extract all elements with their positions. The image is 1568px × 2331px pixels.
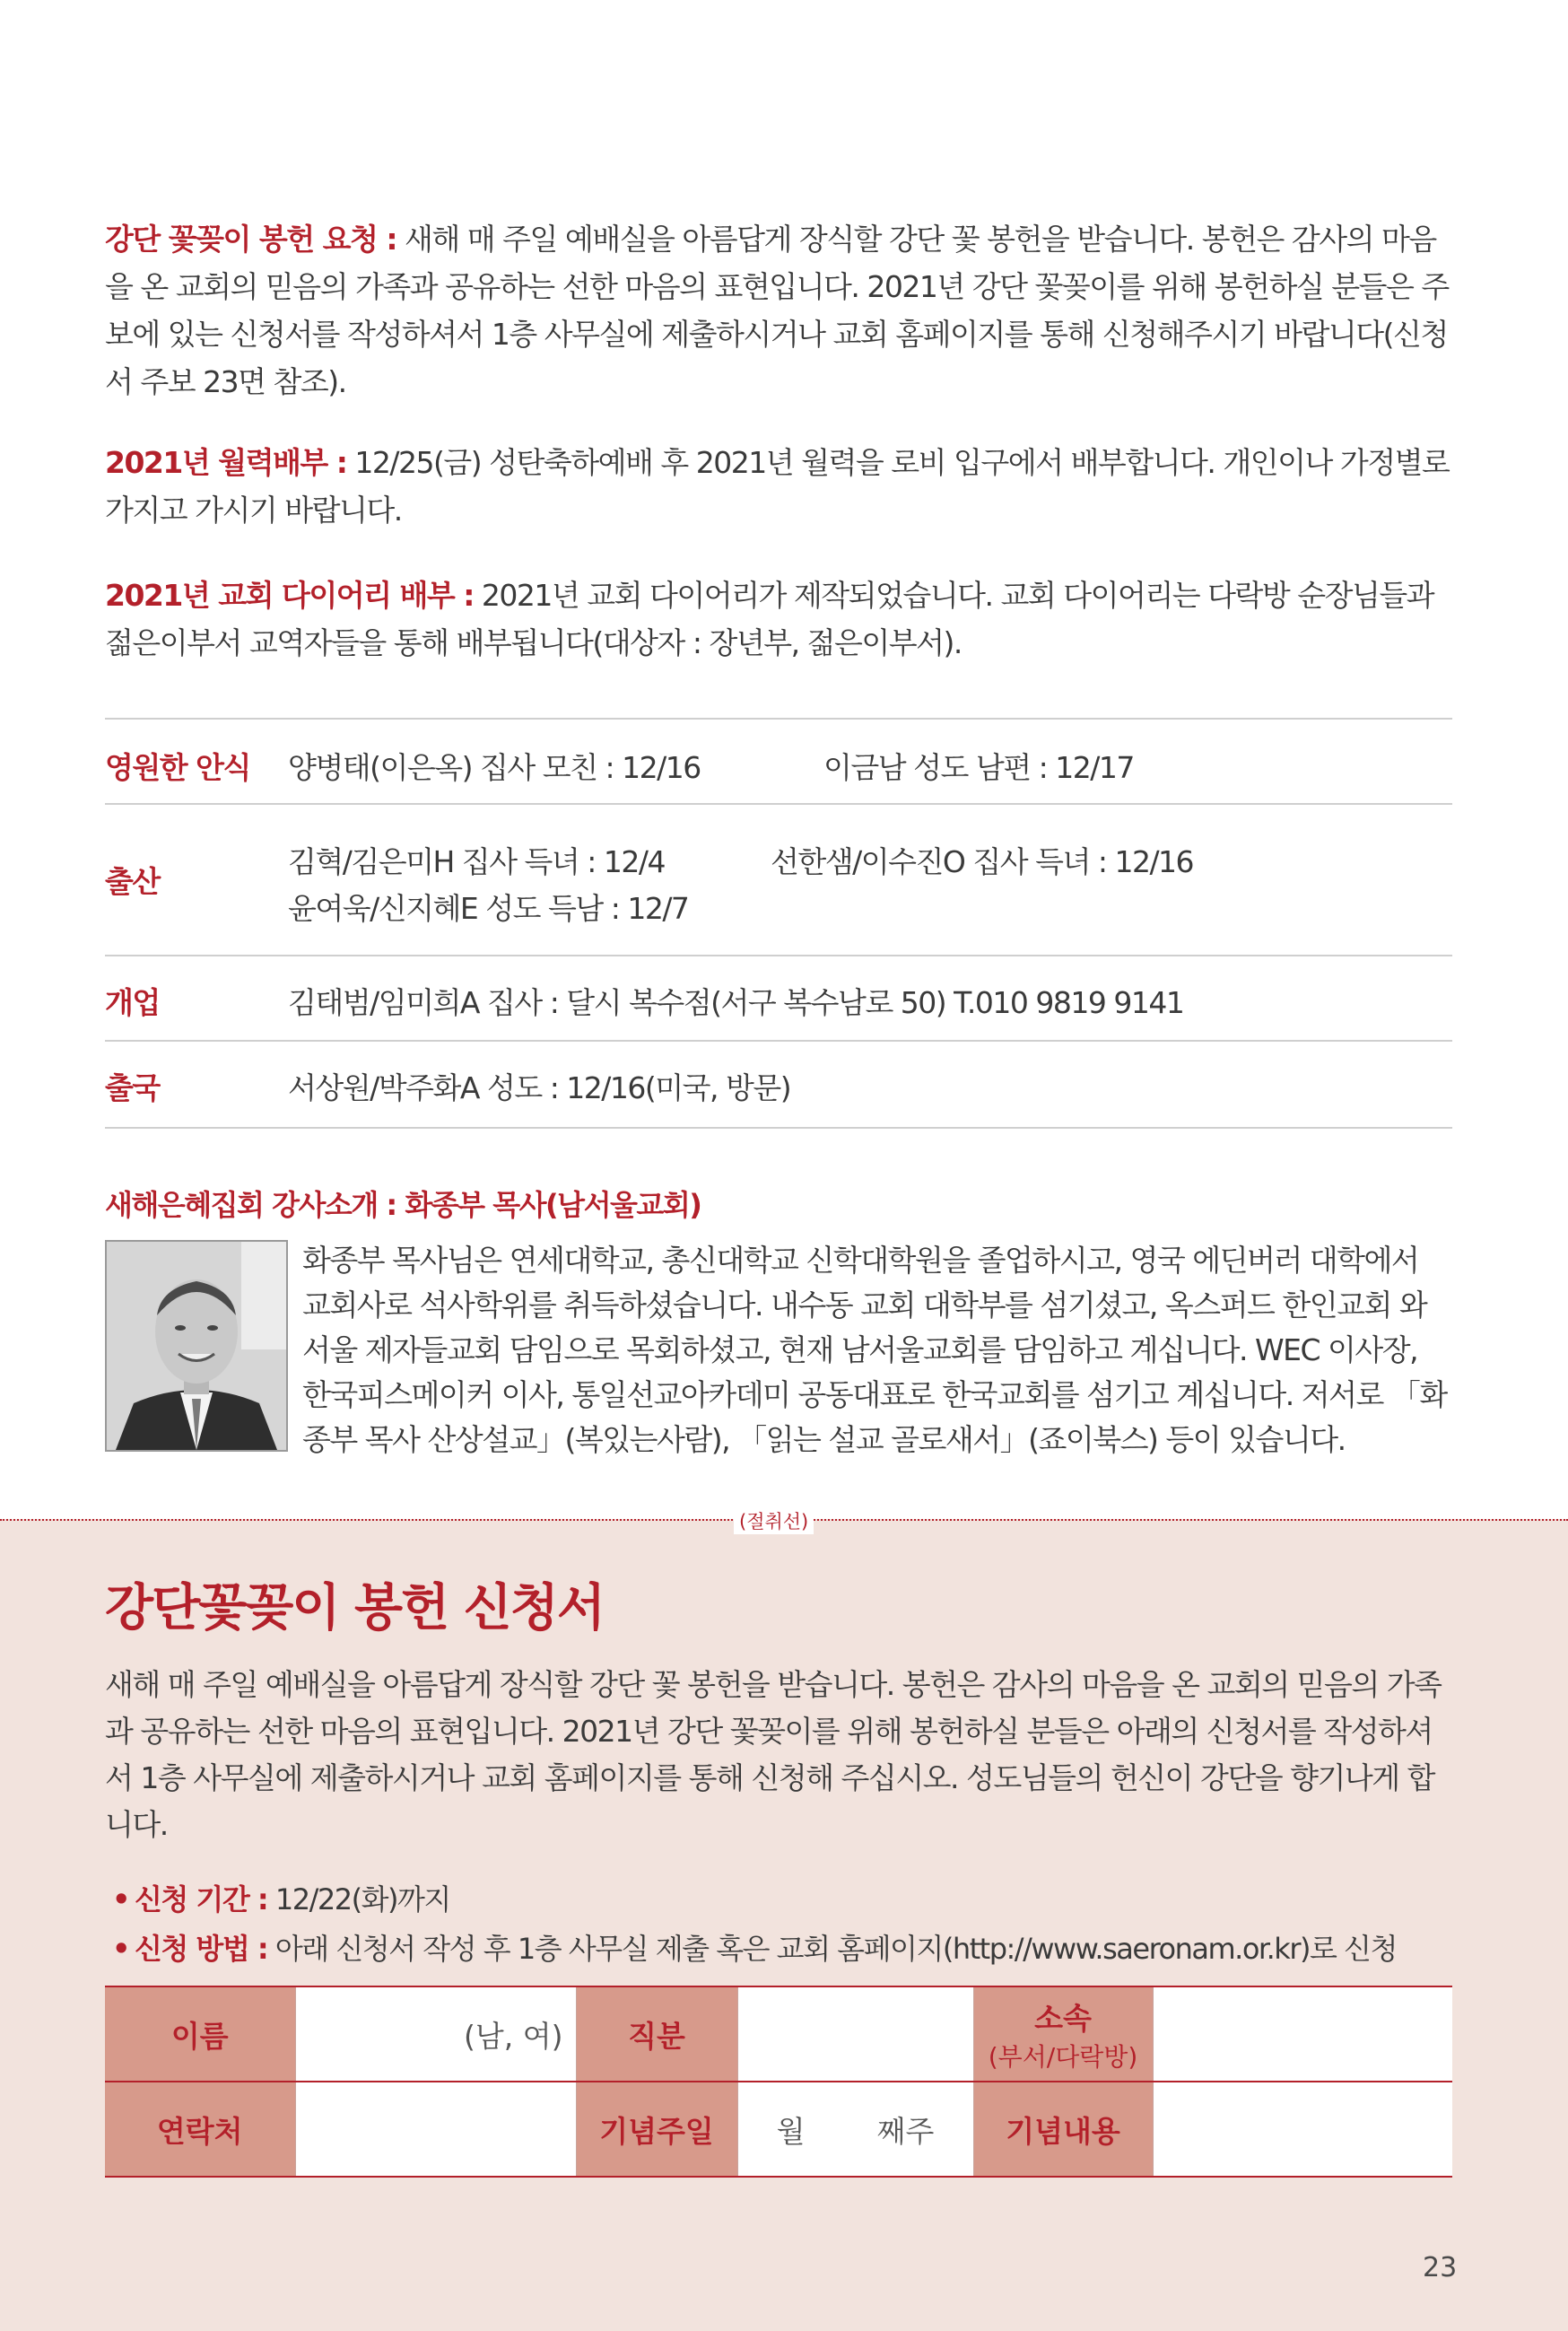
speaker-photo <box>105 1240 288 1452</box>
form-row <box>105 1986 1452 2082</box>
form-instructions <box>112 1875 1397 1974</box>
notice-text: 12/25(금) 성탄축하예배 후 2021년 월력을 로비 입구에서 배부합니다. 개인이나 가정별로 가지고 가시기 바랍니다. <box>105 445 1450 528</box>
event-entry: 김태범/임미희A 집사 : 달시 복수점(서구 복수남로 50) T.010 9819 9141 <box>288 985 1184 1020</box>
dept-label: 소속 <box>1034 2000 1092 2036</box>
name-label: 이름 <box>105 1986 295 2082</box>
notice-title: 강단 꽃꽂이 봉헌 요청 : <box>105 222 397 257</box>
application-form-table <box>105 1986 1452 2178</box>
name-field[interactable] <box>295 1986 576 2082</box>
events-table <box>105 718 1452 1129</box>
content-label: 기념내용 <box>973 2082 1153 2177</box>
method-item <box>112 1925 1397 1974</box>
event-row-departure <box>105 1042 1452 1129</box>
portrait-image <box>107 1242 286 1450</box>
dept-field[interactable] <box>1153 1986 1452 2082</box>
method-value: 아래 신청서 작성 후 1층 사무실 제출 혹은 교회 홈페이지(http://www.saeronam.or.kr)로 신청 <box>267 1932 1397 1966</box>
contact-label: 연락처 <box>105 2082 295 2177</box>
event-entry: 김혁/김은미H 집사 득녀 : 12/4 <box>288 844 666 879</box>
event-entry: 선한샘/이수진O 집사 득녀 : 12/16 <box>771 844 1194 879</box>
notice-title: 2021년 월력배부 : <box>105 445 347 480</box>
month-label: 월 <box>776 2113 806 2149</box>
page-number: 23 <box>1423 2252 1458 2283</box>
event-label: 영원한 안식 <box>105 750 250 785</box>
event-entry: 윤여욱/신지혜E 성도 득남 : 12/7 <box>288 891 689 926</box>
period-value: 12/22(화)까지 <box>267 1882 450 1916</box>
week-label: 째주 <box>876 2113 935 2149</box>
notice-text: 새해 매 주일 예배실을 아름답게 장식할 강단 꽃 봉헌을 받습니다. 봉헌은 감사의 마음을 온 교회의 믿음의 가족과 공유하는 선한 마음의 표현입니다. 2021년 강단 꽃꽂이를 위해 봉헌하실 분들은 주보에 있는 신청서를 작성하셔서 1층 사무실에 제출하시거나 교회 홈페이지를 통해 신청해주시기 바랍니다(신청서 주보 23면 참조). <box>105 222 1449 399</box>
method-label: 신청 방법 : <box>134 1932 268 1966</box>
event-row-business <box>105 956 1452 1042</box>
event-row-rest <box>105 720 1452 805</box>
date-label: 기념주일 <box>576 2082 737 2177</box>
date-field[interactable] <box>737 2082 973 2177</box>
dept-sublabel: (부서/다락방) <box>988 2041 1138 2072</box>
event-entry: 이금남 성도 남편 : 12/17 <box>823 750 1134 785</box>
gender-note: (남, 여) <box>464 2018 563 2054</box>
speaker-title: 새해은혜집회 강사소개 : 화종부 목사(남서울교회) <box>105 1188 701 1222</box>
notice-calendar <box>105 439 1450 534</box>
notice-title: 2021년 교회 다이어리 배부 : <box>105 578 474 613</box>
period-label: 신청 기간 : <box>134 1882 268 1916</box>
notice-diary <box>105 572 1450 667</box>
notice-text: 2021년 교회 다이어리가 제작되었습니다. 교회 다이어리는 다락방 순장님들과 젊은이부서 교역자들을 통해 배부됩니다(대상자 : 장년부, 젊은이부서). <box>105 578 1434 660</box>
position-field[interactable] <box>737 1986 973 2082</box>
event-label: 개업 <box>105 985 160 1020</box>
contact-field[interactable] <box>295 2082 576 2177</box>
bullet-icon: • <box>112 1882 129 1916</box>
form-title: 강단꽃꽂이 봉헌 신청서 <box>105 1579 604 1637</box>
event-row-birth <box>105 805 1452 956</box>
bullet-icon: • <box>112 1932 129 1966</box>
event-entry: 양병태(이은옥) 집사 모친 : 12/16 <box>288 750 701 785</box>
dept-label-cell <box>973 1986 1153 2082</box>
event-label: 출산 <box>105 864 160 899</box>
cut-line-label: (절취선) <box>734 1507 814 1534</box>
speaker-bio: 화종부 목사님은 연세대학교, 총신대학교 신학대학원을 졸업하시고, 영국 에딘버러 대학에서 교회사로 석사학위를 취득하셨습니다. 내수동 교회 대학부를 섬기셨고, 옥스퍼드 한인교회 와 서울 제자들교회 담임으로 목회하셨고, 현재 남서울교회를 담임하고 계십니다. WEC 이사장, 한국피스메이커 이사, 통일선교아카데미 공동대표로 한국교회를 섬기고 계십니다. 저서로 「화종부 목사 산상설교」(복있는사람), 「읽는 설교 골로새서」(죠이북스) 등이 있습니다. <box>302 1243 1447 1457</box>
form-description: 새해 매 주일 예배실을 아름답게 장식할 강단 꽃 봉헌을 받습니다. 봉헌은 감사의 마음을 온 교회의 믿음의 가족과 공유하는 선한 마음의 표현입니다. 2021년 강단 꽃꽂이를 위해 봉헌하실 분들은 아래의 신청서를 작성하셔서 1층 사무실에 제출하시거나 교회 홈페이지를 통해 신청해 주십시오. 성도님들의 헌신이 강단을 향기나게 합니다. <box>105 1667 1442 1842</box>
content-field[interactable] <box>1153 2082 1452 2177</box>
notice-flower-request <box>105 215 1450 406</box>
period-item <box>112 1875 1397 1925</box>
event-entry: 서상원/박주화A 성도 : 12/16(미국, 방문) <box>288 1070 791 1105</box>
form-row <box>105 2082 1452 2177</box>
position-label: 직분 <box>576 1986 737 2082</box>
event-label: 출국 <box>105 1070 160 1105</box>
